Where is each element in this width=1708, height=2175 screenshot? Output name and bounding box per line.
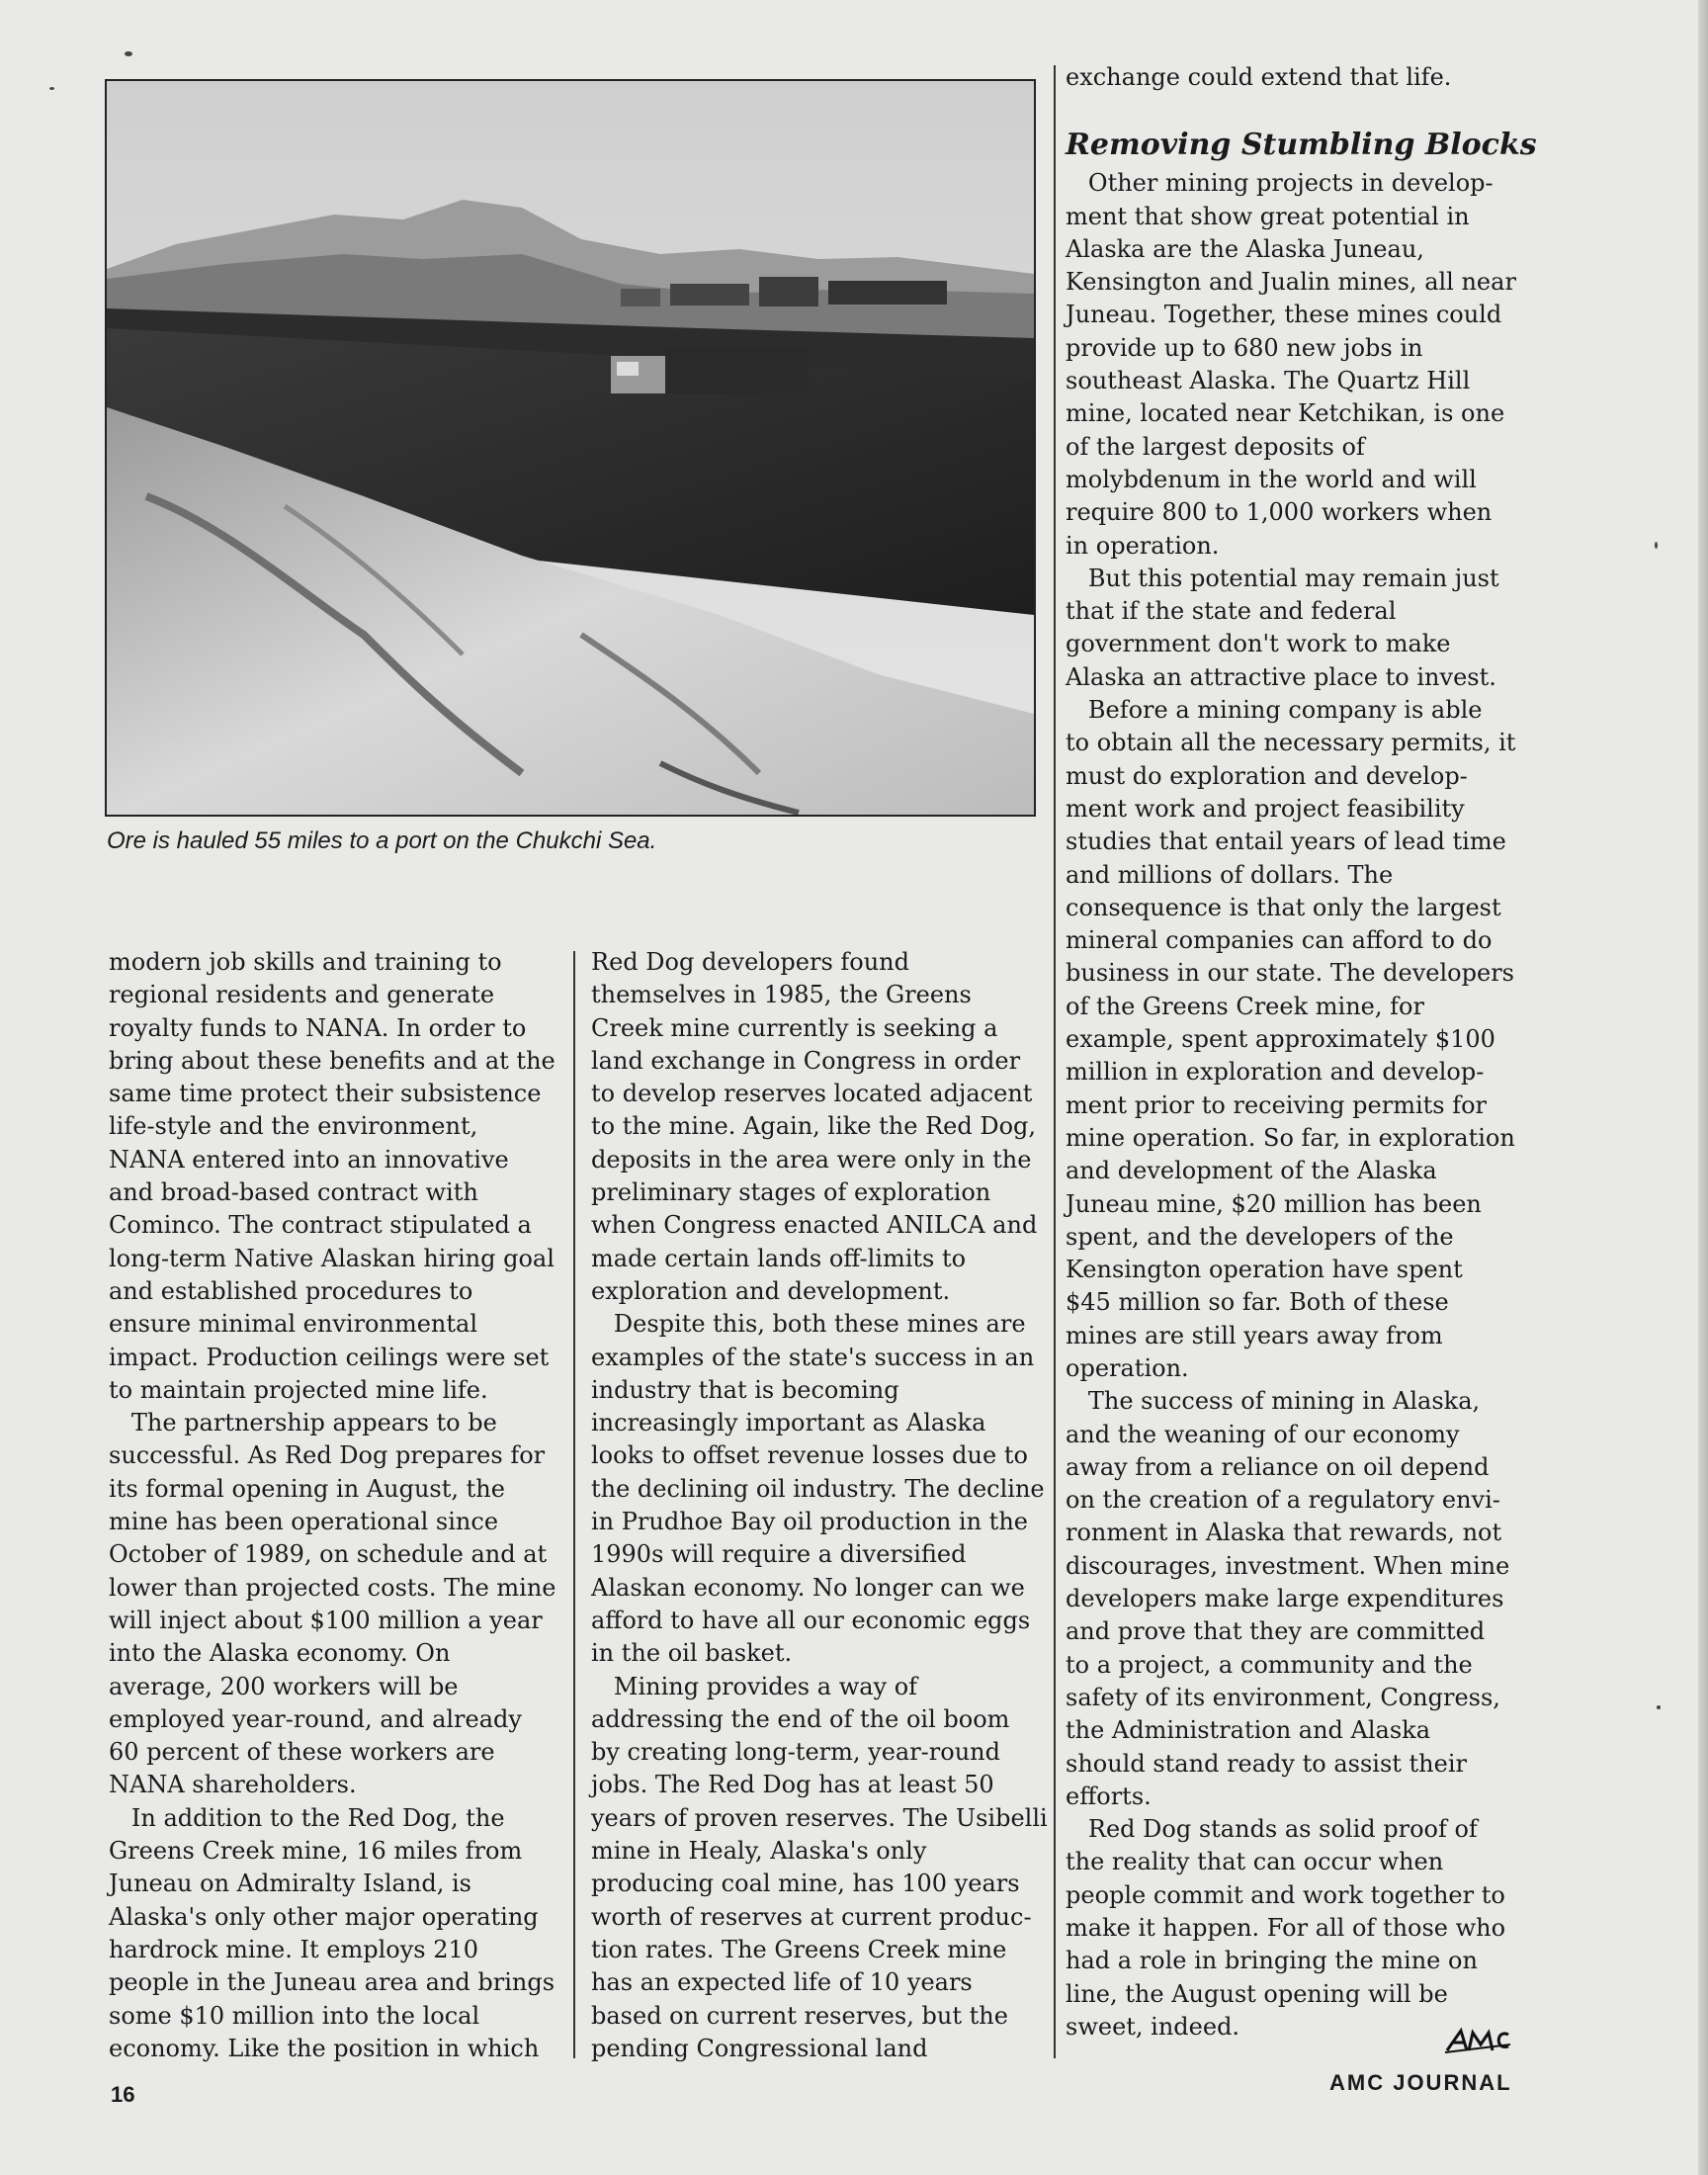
text-line: $45 million so far. Both of these xyxy=(1066,1288,1449,1317)
page-edge xyxy=(1698,0,1708,2175)
text-line: will inject about $100 million a year xyxy=(109,1606,543,1634)
text-line: people in the Juneau area and brings xyxy=(109,1968,555,1997)
text-line: Kensington operation have spent xyxy=(1066,1256,1463,1284)
article-column-1 xyxy=(109,946,563,2065)
page-number: 16 xyxy=(111,2082,135,2107)
text-line: spent, and the developers of the xyxy=(1066,1222,1454,1251)
text-line: employed year-round, and already xyxy=(109,1704,522,1733)
text-line: Alaska an attractive place to invest. xyxy=(1066,662,1496,691)
text-line: Juneau. Together, these mines could xyxy=(1066,301,1502,329)
text-line: addressing the end of the oil boom xyxy=(591,1704,1010,1733)
scan-speck xyxy=(49,87,54,90)
article-column-2 xyxy=(591,946,1046,2065)
text-line: away from a reliance on oil depend xyxy=(1066,1452,1490,1481)
text-line: to obtain all the necessary permits, it xyxy=(1066,729,1516,757)
amc-endmark-logo xyxy=(1443,2025,1512,2054)
text-line: economy. Like the position in which xyxy=(109,2034,540,2062)
ore-haul-photo xyxy=(105,79,1036,817)
text-line: mine in Healy, Alaska's only xyxy=(591,1837,927,1866)
text-line: to the mine. Again, like the Red Dog, xyxy=(591,1112,1037,1141)
article-column-3 xyxy=(1066,61,1537,2044)
column-rule-1 xyxy=(573,951,575,2058)
photo-landscape-icon xyxy=(107,81,1034,815)
text-line: Other mining projects in develop- xyxy=(1066,169,1494,198)
text-line: consequence is that only the largest xyxy=(1066,893,1501,921)
text-line: Cominco. The contract stipulated a xyxy=(109,1211,532,1240)
text-line: and millions of dollars. The xyxy=(1066,860,1394,889)
text-line: business in our state. The developers xyxy=(1066,959,1514,988)
text-line: NANA shareholders. xyxy=(109,1771,357,1799)
text-line: that if the state and federal xyxy=(1066,597,1397,626)
text-line: royalty funds to NANA. In order to xyxy=(109,1013,527,1042)
text-line: Red Dog developers found xyxy=(591,948,909,976)
text-line: themselves in 1985, the Greens xyxy=(591,981,972,1009)
photo-caption: Ore is hauled 55 miles to a port on the Chukchi Sea. xyxy=(107,827,657,854)
text-line: preliminary stages of exploration xyxy=(591,1178,991,1207)
scan-speck xyxy=(1655,542,1658,549)
text-line: studies that entail years of lead time xyxy=(1066,827,1506,856)
text-line: exchange could extend that life. xyxy=(1066,63,1452,91)
text-line: and established procedures to xyxy=(109,1276,473,1305)
scan-speck xyxy=(125,51,132,56)
text-line: increasingly important as Alaska xyxy=(591,1409,986,1437)
text-line: modern job skills and training to xyxy=(109,948,502,976)
text-line: the reality that can occur when xyxy=(1066,1848,1444,1876)
text-line: hardrock mine. It employs 210 xyxy=(109,1935,479,1963)
text-line: In addition to the Red Dog, the xyxy=(109,1803,505,1832)
text-line: million in exploration and develop- xyxy=(1066,1058,1485,1087)
text-line: Juneau on Admiralty Island, is xyxy=(109,1870,471,1898)
text-line: by creating long-term, year-round xyxy=(591,1738,1000,1767)
text-line: based on current reserves, but the xyxy=(591,2001,1008,2030)
text-line: in the oil basket. xyxy=(591,1639,793,1668)
text-line: years of proven reserves. The Usibelli xyxy=(591,1803,1048,1832)
text-line: But this potential may remain just xyxy=(1066,564,1499,592)
text-line: ment that show great potential in xyxy=(1066,202,1470,230)
text-line: the Administration and Alaska xyxy=(1066,1716,1431,1745)
text-line: of the largest deposits of xyxy=(1066,432,1365,461)
text-line: southeast Alaska. The Quartz Hill xyxy=(1066,367,1471,395)
text-line: lower than projected costs. The mine xyxy=(109,1573,556,1602)
text-line: Mining provides a way of xyxy=(591,1672,918,1700)
text-line: developers make large expenditures xyxy=(1066,1585,1504,1613)
text-line: average, 200 workers will be xyxy=(109,1672,459,1700)
text-line: NANA entered into an innovative xyxy=(109,1145,509,1174)
text-line: to a project, a community and the xyxy=(1066,1650,1473,1679)
text-line: its formal opening in August, the xyxy=(109,1474,505,1503)
text-line: in operation. xyxy=(1066,531,1220,560)
text-line: operation. xyxy=(1066,1353,1189,1382)
text-line: tion rates. The Greens Creek mine xyxy=(591,1935,1007,1963)
text-line: long-term Native Alaskan hiring goal xyxy=(109,1244,555,1272)
text-line: had a role in bringing the mine on xyxy=(1066,1947,1478,1975)
text-line: efforts. xyxy=(1066,1782,1152,1810)
text-line: ment work and project feasibility xyxy=(1066,794,1465,823)
text-line: should stand ready to assist their xyxy=(1066,1749,1467,1778)
text-line: some $10 million into the local xyxy=(109,2001,480,2030)
text-line: on the creation of a regulatory envi- xyxy=(1066,1486,1500,1515)
publication-name: AMC JOURNAL xyxy=(1329,2070,1512,2095)
text-line: mine operation. So far, in exploration xyxy=(1066,1123,1515,1152)
text-line: impact. Production ceilings were set xyxy=(109,1343,550,1371)
text-line: and development of the Alaska xyxy=(1066,1157,1437,1185)
text-line: into the Alaska economy. On xyxy=(109,1639,451,1668)
text-line: bring about these benefits and at the xyxy=(109,1046,555,1075)
text-line: Despite this, both these mines are xyxy=(591,1310,1026,1339)
text-line: deposits in the area were only in the xyxy=(591,1145,1032,1174)
text-line: Greens Creek mine, 16 miles from xyxy=(109,1837,523,1866)
text-line: ronment in Alaska that rewards, not xyxy=(1066,1519,1502,1547)
text-line: The partnership appears to be xyxy=(109,1409,497,1437)
text-line: same time protect their subsistence xyxy=(109,1080,542,1108)
text-line: provide up to 680 new jobs in xyxy=(1066,333,1423,362)
text-line: has an expected life of 10 years xyxy=(591,1968,973,1997)
text-line: molybdenum in the world and will xyxy=(1066,465,1477,493)
text-line: to develop reserves located adjacent xyxy=(591,1080,1033,1108)
text-line: Alaska's only other major operating xyxy=(109,1902,539,1931)
text-line: make it happen. For all of those who xyxy=(1066,1914,1506,1943)
text-line: people commit and work together to xyxy=(1066,1880,1505,1909)
text-line: the declining oil industry. The decline xyxy=(591,1474,1045,1503)
text-line: require 800 to 1,000 workers when xyxy=(1066,498,1493,527)
text-line: examples of the state's success in an xyxy=(591,1343,1035,1371)
text-line: mines are still years away from xyxy=(1066,1321,1443,1349)
text-line: mine has been operational since xyxy=(109,1508,499,1536)
column-rule-2 xyxy=(1054,65,1056,2058)
text-line: Juneau mine, $20 million has been xyxy=(1066,1189,1482,1218)
text-line: and broad-based contract with xyxy=(109,1178,478,1207)
text-line: when Congress enacted ANILCA and xyxy=(591,1211,1038,1240)
text-line: life-style and the environment, xyxy=(109,1112,478,1141)
text-line: jobs. The Red Dog has at least 50 xyxy=(591,1771,994,1799)
text-line: looks to offset revenue losses due to xyxy=(591,1441,1028,1470)
text-line: regional residents and generate xyxy=(109,981,495,1009)
text-line: of the Greens Creek mine, for xyxy=(1066,992,1424,1020)
text-line: in Prudhoe Bay oil production in the xyxy=(591,1508,1028,1536)
text-line: mine, located near Ketchikan, is one xyxy=(1066,399,1505,428)
text-line: ensure minimal environmental xyxy=(109,1310,477,1339)
text-line: afford to have all our economic eggs xyxy=(591,1606,1031,1634)
text-line: Red Dog stands as solid proof of xyxy=(1066,1815,1478,1844)
text-line: successful. As Red Dog prepares for xyxy=(109,1441,546,1470)
text-line: industry that is becoming xyxy=(591,1375,899,1404)
text-line: Kensington and Jualin mines, all near xyxy=(1066,268,1516,297)
text-line: to maintain projected mine life. xyxy=(109,1375,488,1404)
text-line: and the weaning of our economy xyxy=(1066,1420,1460,1448)
text-line: producing coal mine, has 100 years xyxy=(591,1870,1020,1898)
text-line: October of 1989, on schedule and at xyxy=(109,1540,548,1569)
text-line: land exchange in Congress in order xyxy=(591,1046,1021,1075)
text-line: line, the August opening will be xyxy=(1066,1979,1448,2008)
text-line: government don't work to make xyxy=(1066,630,1451,658)
text-line: must do exploration and develop- xyxy=(1066,761,1468,790)
text-line: example, spent approximately $100 xyxy=(1066,1025,1495,1054)
text-line: and prove that they are committed xyxy=(1066,1617,1486,1646)
text-line: The success of mining in Alaska, xyxy=(1066,1387,1481,1416)
text-line: discourages, investment. When mine xyxy=(1066,1551,1510,1580)
text-line: Alaska are the Alaska Juneau, xyxy=(1066,234,1424,263)
text-line: 1990s will require a diversified xyxy=(591,1540,967,1569)
text-line: Creek mine currently is seeking a xyxy=(591,1013,998,1042)
text-line: exploration and development. xyxy=(591,1276,951,1305)
text-line: Before a mining company is able xyxy=(1066,696,1483,725)
text-line: ment prior to receiving permits for xyxy=(1066,1090,1488,1119)
text-line: safety of its environment, Congress, xyxy=(1066,1683,1500,1711)
text-line: mineral companies can afford to do xyxy=(1066,926,1493,955)
text-line: worth of reserves at current produc- xyxy=(591,1902,1032,1931)
text-line: 60 percent of these workers are xyxy=(109,1738,495,1767)
section-heading: Removing Stumbling Blocks xyxy=(1066,128,1537,163)
text-line: sweet, indeed. xyxy=(1066,2012,1240,2041)
text-line: Alaskan economy. No longer can we xyxy=(591,1573,1025,1602)
scan-speck xyxy=(1657,1705,1661,1709)
text-line: made certain lands off-limits to xyxy=(591,1244,967,1272)
text-line: pending Congressional land xyxy=(591,2034,928,2062)
